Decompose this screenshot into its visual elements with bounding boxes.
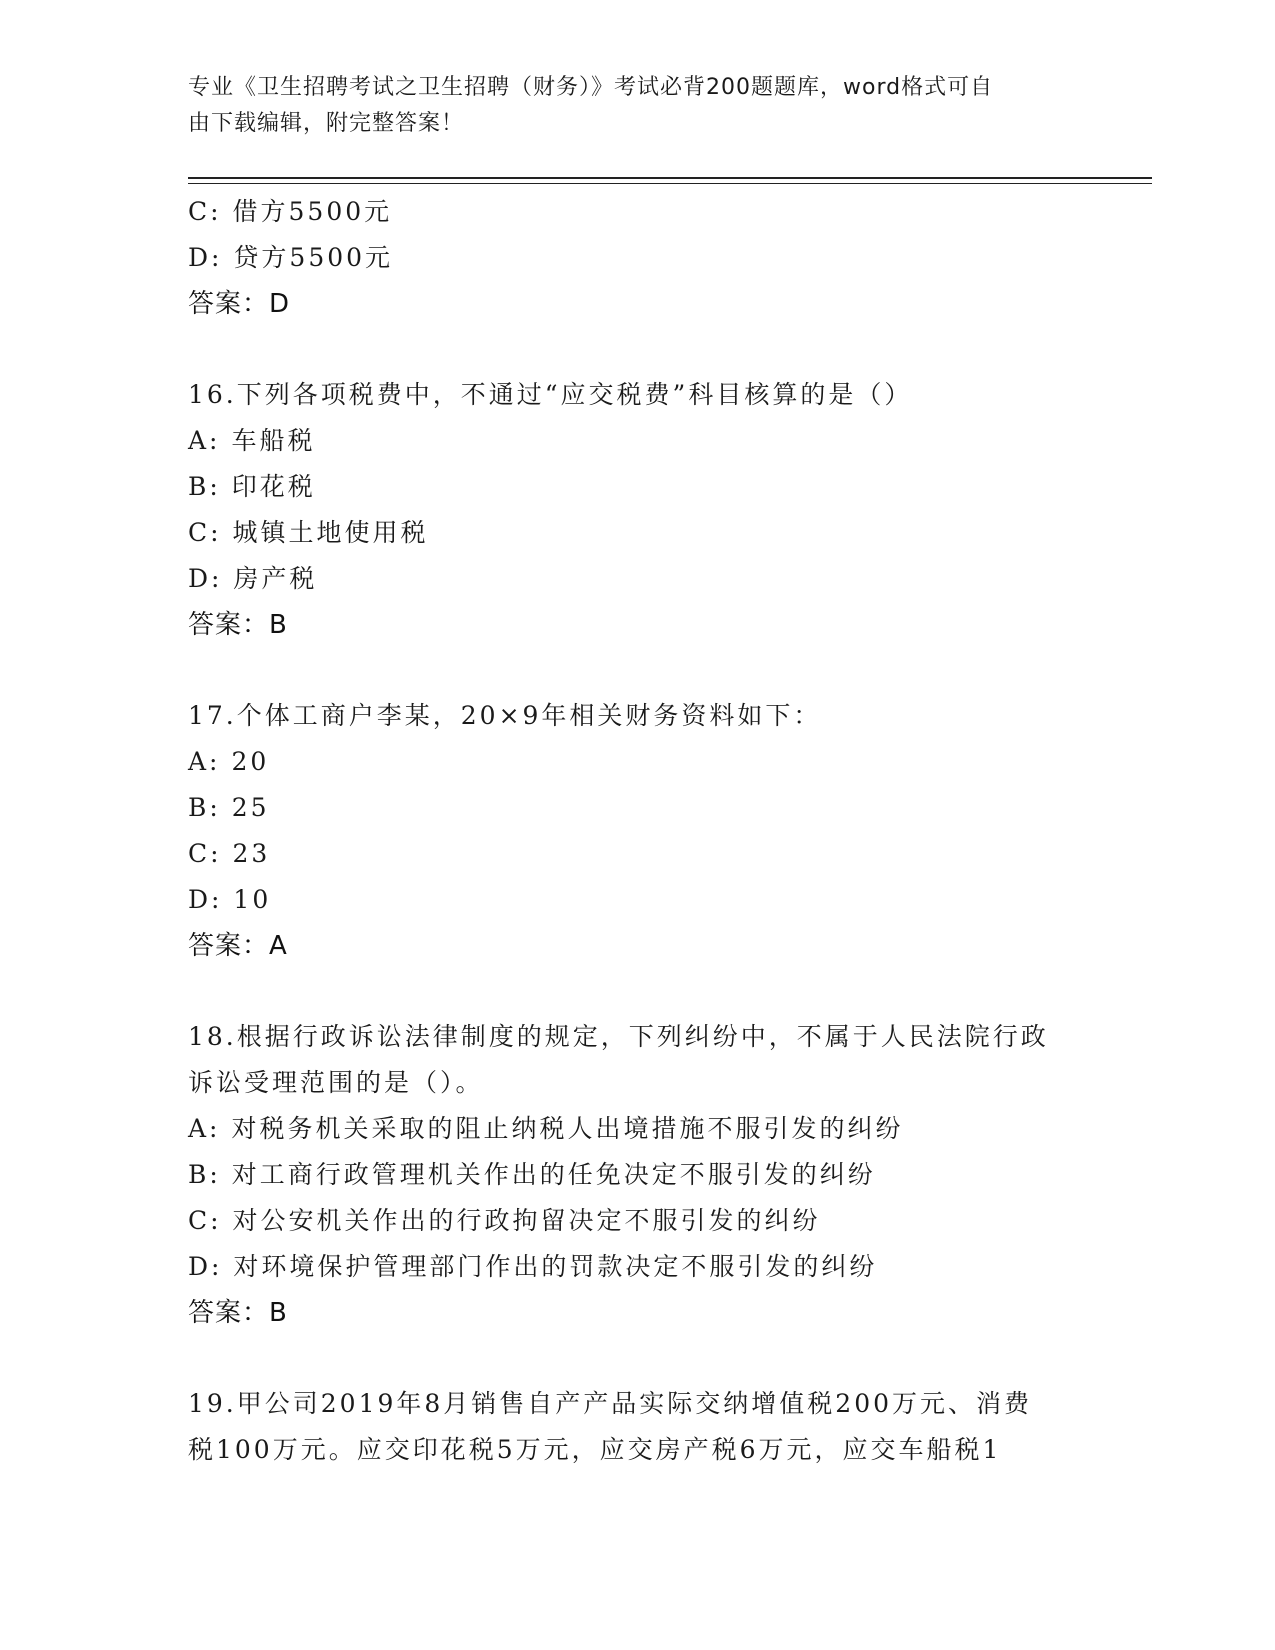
question-stem-line-1: 18.根据行政诉讼法律制度的规定，下列纠纷中，不属于人民法院行政 [188, 1022, 1049, 1051]
option-label: C: [188, 518, 222, 547]
question-stem: 17.个体工商户李某，20×9年相关财务资料如下： [188, 701, 822, 730]
answer-line: 答案：A [188, 931, 288, 961]
option-text: 25 [231, 793, 270, 822]
option-label: A: [188, 1114, 221, 1143]
option-label: B: [188, 472, 221, 501]
question-gap [188, 1336, 1108, 1381]
option-c [188, 510, 1108, 556]
option-text: 车船税 [231, 426, 316, 455]
question-gap [188, 969, 1108, 1014]
option-label: D: [188, 564, 223, 593]
document-header [188, 70, 1068, 142]
question-stem-line-2: 税100万元。应交印花税5万元，应交房产税6万元，应交车船税1 [188, 1435, 1002, 1464]
option-text: 对税务机关采取的阻止纳税人出境措施不服引发的纠纷 [231, 1114, 904, 1143]
option-b [188, 785, 1108, 831]
question-list [188, 189, 1108, 1473]
question-16 [188, 372, 1108, 648]
option-text: 借方5500元 [232, 197, 393, 226]
question-stem: 16.下列各项税费中，不通过“应交税费”科目核算的是（） [188, 380, 913, 409]
option-text: 10 [233, 885, 272, 914]
question-stem-line-1: 19.甲公司2019年8月销售自产产品实际交纳增值税200万元、消费 [188, 1389, 1033, 1418]
question-18 [188, 1014, 1108, 1336]
option-text: 城镇土地使用税 [232, 518, 429, 547]
option-d [188, 556, 1108, 602]
question-15-partial [188, 189, 1108, 327]
question-17 [188, 693, 1108, 969]
option-label: C: [188, 1206, 222, 1235]
question-gap [188, 327, 1108, 372]
option-label: B: [188, 793, 221, 822]
option-text: 20 [231, 747, 270, 776]
option-d [188, 1244, 1108, 1290]
header-divider-thin [188, 183, 1152, 184]
option-b [188, 464, 1108, 510]
option-text: 对工商行政管理机关作出的任免决定不服引发的纠纷 [231, 1160, 876, 1189]
answer-line: 答案：D [188, 289, 291, 319]
answer-line: 答案：B [188, 610, 288, 640]
option-text: 对公安机关作出的行政拘留决定不服引发的纠纷 [232, 1206, 821, 1235]
option-label: D: [188, 1252, 223, 1281]
option-label: A: [188, 747, 221, 776]
question-stem-line-2: 诉讼受理范围的是（）。 [188, 1068, 484, 1097]
option-b [188, 1152, 1108, 1198]
option-text: 贷方5500元 [233, 243, 394, 272]
option-d [188, 877, 1108, 923]
option-d [188, 235, 1108, 281]
option-label: C: [188, 197, 222, 226]
option-text: 对环境保护管理部门作出的罚款决定不服引发的纠纷 [233, 1252, 878, 1281]
option-label: C: [188, 839, 222, 868]
option-a [188, 739, 1108, 785]
option-text: 23 [232, 839, 271, 868]
answer-line: 答案：B [188, 1298, 288, 1328]
option-a [188, 1106, 1108, 1152]
option-a [188, 418, 1108, 464]
option-c [188, 189, 1108, 235]
option-label: D: [188, 885, 223, 914]
header-line-2: 由下载编辑，附完整答案！ [188, 111, 465, 136]
header-divider-thick [188, 177, 1152, 179]
option-label: B: [188, 1160, 221, 1189]
question-19 [188, 1381, 1108, 1473]
option-c [188, 1198, 1108, 1244]
option-text: 印花税 [231, 472, 316, 501]
option-label: A: [188, 426, 221, 455]
option-c [188, 831, 1108, 877]
option-text: 房产税 [233, 564, 318, 593]
option-label: D: [188, 243, 223, 272]
question-gap [188, 648, 1108, 693]
header-line-1: 专业《卫生招聘考试之卫生招聘（财务）》考试必背200题题库，word格式可自 [188, 75, 994, 100]
